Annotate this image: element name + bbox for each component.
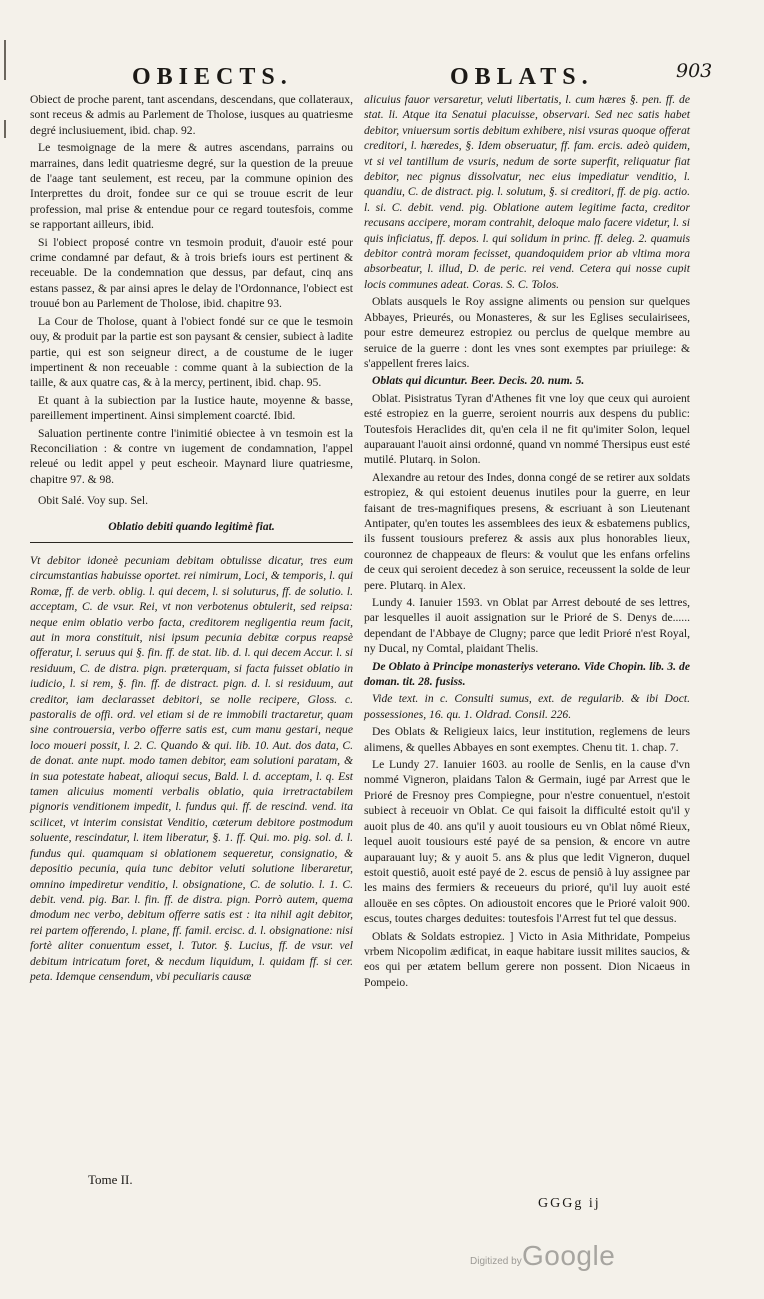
page-number: 903 [676,60,713,82]
volume-label: Tome II. [88,1172,133,1187]
paragraph: Oblats qui dicuntur. Beer. Decis. 20. num. 5. [372,374,585,388]
margin-mark [4,120,6,138]
paragraph: Vide text. in c. Consulti sumus, ext. de regularib. & ibi Doct. possessiones, 16. qu. 1. Oldrad. Consil. 226. [364,692,690,721]
section-heading: Oblatio debiti quando legitimè fiat. [108,519,275,533]
divider [30,542,353,543]
paragraph: Oblats & Soldats estropiez. ] Victo in Asia Mithridate, Pompeius vrbem Nicopolim ædificat, in eaque habitare iussit milites saucios, & eos qui per ætatem bellum gerere non possent. Dion Nicaeus in Pompeio. [364,929,690,989]
right-column [364,92,690,992]
margin-mark [4,40,6,80]
paragraph: La Cour de Tholose, quant à l'obiect fondé sur ce que le tesmoin ouy, & produit par la partie est son paysant & censier, subiect à ladite partie, qui est son seigneur direct, a de coustume de le iuger impertinent & non receuable : comme quant à la subiection de la taille, & aux quatre cas, & à la mercy, pertinent, ibid. chap. 95. [30,314,353,390]
paragraph: Le Lundy 27. Ianuier 1603. au roolle de Senlis, en la cause d'vn nommé Vigneron, plaidans Talon & Germain, iugé par Arrest que le Prioré de Fresnoy pres Compiegne, pour n'estre conuentuel, n'estoit subiect à receuoir vn Oblat. Ce qui faisoit la difficulté estoit qu'il y auoit plus de 40. ans qu'il y auoit tousiours eu vn Oblat nômé Rieux, lequel auoit tousiours esté payé de sa pension, & encore vn autre auparauant luy; & y auoit 5. ans & plus que ledit Vigneron, duquel estoit questiô, auoit esté payé de 2. escus de pensiô à luy assignee par les mains des fermiers & receueurs du prioré, qu'il luy auoit esté allouëe en ses côptes. On adioustoit encores que le Prioré valoit 900. escus, toutes charges deduites: toutesfois l'Arrest fut tel que dessus. [364,758,690,926]
paragraph: Lundy 4. Ianuier 1593. vn Oblat par Arrest debouté de ses lettres, par lesquelles il auoit assignation sur le Prioré de S. Denys de...... dependant de l'Abbaye de Clugny; parce que ledit Prioré n'est Royal, ny Ducal, ny Comtal, plaidant Thelis. [364,596,690,656]
paragraph: Obiect de proche parent, tant ascendans, descendans, que collateraux, sont receus & admis au Parlement de Tholose, iusques au quatriesme degré inclusiuement, ibid. chap. 92. [30,93,353,137]
paragraph: Oblat. Pisistratus Tyran d'Athenes fit vne loy que ceux qui auroient esté estropiez en la guerre, seroient nourris aux despens du public: Toutesfois Heraclides dit, qu'en cela il ne fit qu'imiter Solon, lequel auparauant l'auoit ainsi ordonné, quand vn nommé Thersipus eust esté mutilé. Plutarq. in Solon. [364,391,690,467]
paragraph: Oblats ausquels le Roy assigne aliments ou pension sur quelques Abbayes, Prieurés, ou Monasteres, & sur les Eglises seculairisees, pour estre demeurez estropiez ou perclus de quelque membre au seruice de la guerre : dont les vnes sont exemptes par priuilege: & s'appellent freres laics. [364,295,690,370]
left-column [30,92,353,986]
google-watermark-logo: Google [522,1240,616,1271]
paragraph: Alexandre au retour des Indes, donna congé de se retirer aux soldats estropiez, & qui estoient deuenus inutiles pour la guerre, en leur faisant de tres-magnifiques presens, & escriuant à son Lieutenant Antipater, qu'en toutes les assemblees des ieux & esbatemens publics, ils fussent tousiours preferez & assis aux plus honorables lieux, couronnez de chappeaux de fleurs: & voulut que les enfans orfelins de ceux qui seroient decedez à son seruice, receussent la solde de leur pere. Plutarq. in Alex. [364,470,690,592]
latin-passage: Vt debitor idoneè pecuniam debitam obtulisse dicatur, tres eum circumstantias habuisse oportet. rei nimirum, Loci, & temporis, l. qui Romæ, ff. de verb. oblig. l. qui decem, l. si soluturus, ff. de solutio. l. acceptam, C. de vsur. Rei, vt non verbotenus obtulerit, sed reipsa: neque enim oblatio verbo facta, creditorem negligentia reum facit, aut in mora constituit, nisi ipsum pecunia debitæ corpus reapsè offeratur, l. seruus qui §. fin. ff. de stat. lib. d. l. qui decem Accur. l. si residuum, C. de distra. pign. præterquam, si facta fuisset oblatio in iudicio, l. si rem, §. fin. ff. de distract. pign. d. l. si residuum, aut creditor, iam declarasset debitori, se nolle recipere, Gloss. c. pastoralis de offi. ord. vel etiam si de re immobili tractaretur, quam sine controuersia, verbo offerre satis est, cum manu gestari, neque loco moueri possit, l. 2. C. Quando & qui. lib. 10. Aut. dos data, C. de donat. ante nupt. modo tamen debitor, eam solutioni paratam, & in sua potestate habeat, alioqui secus, Bald. l. d. acceptam, l. q. Est tamen alicuius momenti verbalis oblatio, quia irretractabilem pignoris venditionem impedit, l. fundus qui. ff. de rescind. vend. ita scilicet, vt interim consistat Venditio, cæterum debitore postmodum soluente, rescindatur, l. item liberatur, §. 1. ff. Qui. mo. pig. sol. d. l. fundus qui. quamquam si oblationem sequeretur, consignatio, & depositio pecunia, quia tunc debitor veluti solutione liberaretur, omnino impediretur venditio, l. obsignatione, C. de solutio. l. 1. C. debit. vend. pig. Bar. l. fin. ff. de distra. pign. Porrò autem, quema dmodum nec verbo, debitum offerre satis est : ita nihil agit debitor, rei partem offerendo, l. plane, ff. famil. ercisc. d. l. obsignatione: nisi fortè aliter conuentum esset, l. Tutor. §. Lucius, ff. de vsur. vel debitum intricatum foret, & necdum liquidum, l. quidam ff. si cer. peta. Idemque censendum, vbi peculiaris causæ [30,553,353,983]
running-head-right: OBLATS. [450,64,594,90]
paragraph: Saluation pertinente contre l'inimitié obiectee à vn tesmoin est la Reconciliation : & contre vn iugement de condamnation, l'appel releué ou ledit appel y peut escheoir. Maynard liure quatriesme, chapitre 97. & 98. [30,426,353,486]
paragraph: Le tesmoignage de la mere & autres ascendans, parrains ou marraines, dans ledit quatriesme degré, sur la question de la preuue de l'aage tant seulement, est receu, par la commune opinion des Interprettes du droit, fondee sur ce qui se trouue escrit de leur profession, mal prise & entendue pour ce regard toutesfois, comme se rapportant ailleurs, ibid. [30,141,353,232]
paragraph: Des Oblats & Religieux laics, leur institution, reglemens de leurs alimens, & quelles Abbayes en sont exemptes. Chenu tit. 1. chap. 7. [364,725,690,754]
running-head-left: OBIECTS. [132,64,293,90]
paragraph: Obit Salé. Voy sup. Sel. [38,494,149,508]
signature-mark: GGGg ij [538,1196,601,1211]
paragraph: Si l'obiect proposé contre vn tesmoin produit, d'auoir esté pour crime condamné par defaut, & à trois briefs iours est pertinent & receuable. De la condemnation que dessus, par defaut, cinq ans estans passez, & par ainsi apres le delay de l'Ordonnance, l'obiect est trouué bon au Parlement de Tholose, ibid. chapitre 93. [30,235,353,311]
paragraph: De Oblato à Principe monasteriys veterano. Vide Chopin. lib. 3. de doman. tit. 28. fusiss. [364,659,690,689]
paragraph: Et quant à la subiection par la Iustice haute, moyenne & basse, pareillement impertinent. Ainsi simplement coarcté. Ibid. [30,393,353,423]
latin-continuation: alicuius fauor versaretur, veluti libertatis, l. cum hæres §. pen. ff. de stat. li. Atque ita Senatui placuisse, observari. Sed nec satis habet debitor, vniuersum sortis debitum exhibere, nisi vsuras quoque offerat creditori, l. hæredes, §. Idem obseruatur, ff. fam. ercis. adeò quidem, vt si vel tantillum de vsuris, nedum de sorte superfit, reliquatur fiat debitor, nec pignus dissolvatur, nec eius impediatur venditio, l. quandiu, C. de distract. pig. l. solutum, §. si creditori, ff. de pig. actio. l. si. C. debit. vend. pig. Oblatione autem legitime facta, creditor recusans accipere, moram contrahit, deloque malo facere videtur, l. si quis inficiatus, ff. depos. l. qui solidum in princ. ff. deleg. 2. quamuis debitor contrà moram fecisset, quandoquidem prior ab vltima mora absorbeatur, l. illud, D. de peric. rei vend. Cetera qui nosse cupit locis communes adeat. Coras. S. C. Tolos. [364,93,690,291]
digitized-by-label: Digitized by [470,1256,522,1267]
